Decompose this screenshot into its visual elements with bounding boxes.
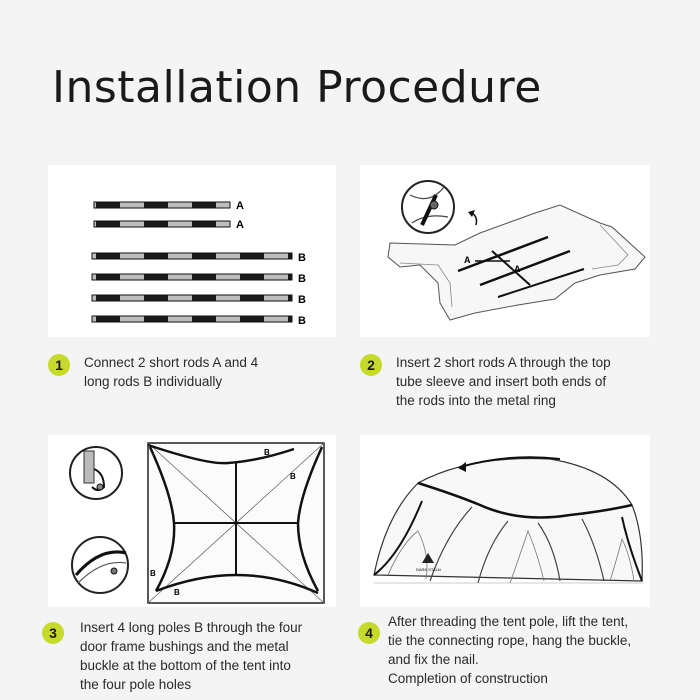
frame-diagram xyxy=(48,435,336,607)
pole-hole-detail-icon xyxy=(72,537,128,593)
step-1 xyxy=(48,354,314,391)
brand-label: DARK STALN xyxy=(416,567,441,572)
step-number-badge: 2 xyxy=(360,354,382,376)
rod-b-label: B xyxy=(290,472,296,481)
rod-a-2 xyxy=(94,219,244,231)
roof-sleeve-diagram xyxy=(360,165,650,337)
rod-a-label: A xyxy=(236,219,244,231)
step-number-badge: 3 xyxy=(42,622,64,644)
rod-b-label: B xyxy=(150,569,156,578)
step-3 xyxy=(42,622,350,694)
step-number-badge: 1 xyxy=(48,354,70,376)
rod-b-4 xyxy=(92,315,306,327)
rod-a-label: A xyxy=(236,200,244,212)
step-description: Insert 2 short rods A through the top tube sleeve and insert both ends of the rods into the metal ring xyxy=(396,355,611,408)
step-description: After threading the tent pole, lift the tent, tie the connecting rope, hang the buckle, and fix the nail. Completion of construction xyxy=(388,614,632,686)
step-2 xyxy=(360,354,656,410)
rod-b-label: B xyxy=(298,252,306,264)
rod-b-label: B xyxy=(174,588,180,597)
step-4 xyxy=(358,614,678,688)
step-number-badge: 4 xyxy=(358,622,380,644)
rod-b-label: B xyxy=(298,294,306,306)
step-description: Insert 4 long poles B through the four door frame bushings and the metal buckle at the bottom of the tent into the four pole holes xyxy=(80,620,303,692)
rod-b-3 xyxy=(92,294,306,306)
rod-a-label: A xyxy=(464,255,471,265)
tent-diagram xyxy=(360,435,650,607)
rod-a-label: A xyxy=(514,264,521,274)
step-description: Connect 2 short rods A and 4 long rods B individually xyxy=(84,355,259,389)
rod-b-label: B xyxy=(298,315,306,327)
rod-a-1 xyxy=(94,200,244,212)
zoom-detail-icon xyxy=(402,181,454,233)
rod-b-label: B xyxy=(264,448,270,457)
buckle-detail-icon xyxy=(70,447,122,499)
rod-b-1 xyxy=(92,252,306,264)
rod-b-2 xyxy=(92,273,306,285)
rods-diagram xyxy=(48,165,336,337)
page-title: Installation Procedure xyxy=(52,62,542,113)
rod-b-label: B xyxy=(298,273,306,285)
